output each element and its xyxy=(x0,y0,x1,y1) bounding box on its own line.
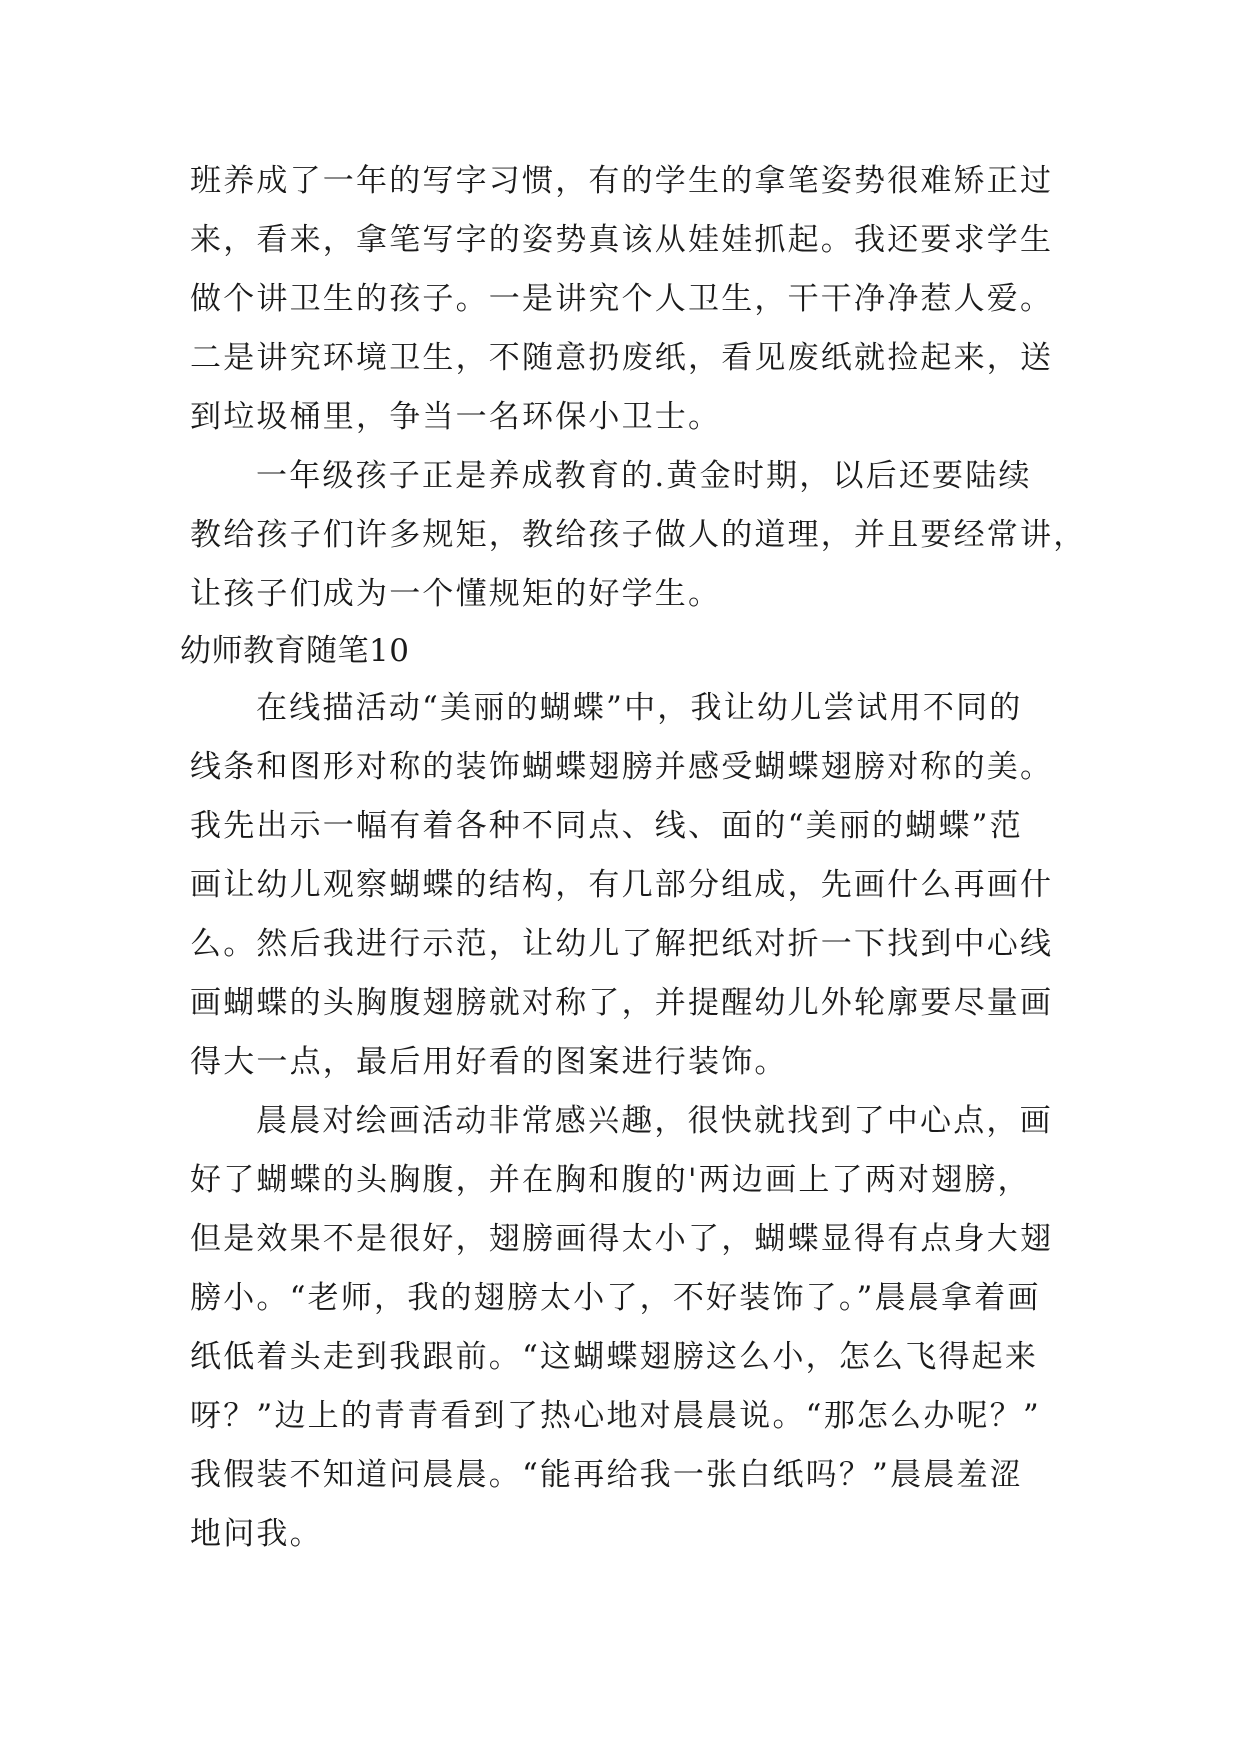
text-line: 呀？”边上的青青看到了热心地对晨晨说。“那怎么办呢？” xyxy=(190,1398,1041,1434)
text-line: 二是讲究环境卫生，不随意扔废纸，看见废纸就捡起来，送 xyxy=(190,340,1054,376)
text-line: 让孩子们成为一个懂规矩的好学生。 xyxy=(190,576,722,612)
essay-text xyxy=(180,152,1087,1564)
text-line: 晨晨对绘画活动非常感兴趣，很快就找到了中心点，画 xyxy=(256,1103,1053,1139)
paragraph-golden-period xyxy=(190,447,1087,624)
paragraph-writing-habits xyxy=(190,152,1070,447)
paragraph-butterfly-activity xyxy=(190,679,1070,1092)
text-line: 来，看来，拿笔写字的姿势真该从娃娃抓起。我还要求学生 xyxy=(190,222,1054,258)
text-line: 线条和图形对称的装饰蝴蝶翅膀并感受蝴蝶翅膀对称的美。 xyxy=(190,749,1054,785)
text-line: 我假装不知道问晨晨。“能再给我一张白纸吗？”晨晨羞涩 xyxy=(190,1457,1023,1493)
text-line: 在线描活动“美丽的蝴蝶”中，我让幼儿尝试用不同的 xyxy=(256,690,1023,726)
text-line: 好了蝴蝶的头胸腹，并在胸和腹的'两边画上了两对翅膀， xyxy=(190,1162,1031,1198)
text-line: 做个讲卫生的孩子。一是讲究个人卫生，干干净净惹人爱。 xyxy=(190,281,1054,317)
text-line: 得大一点，最后用好看的图案进行装饰。 xyxy=(190,1044,788,1080)
text-line: 纸低着头走到我跟前。“这蝴蝶翅膀这么小，怎么飞得起来 xyxy=(190,1339,1039,1375)
text-line: 但是效果不是很好，翅膀画得太小了，蝴蝶显得有点身大翅 xyxy=(190,1221,1054,1257)
text-line: 画让幼儿观察蝴蝶的结构，有几部分组成，先画什么再画什 xyxy=(190,867,1054,903)
text-line: 膀小。“老师，我的翅膀太小了，不好装饰了。”晨晨拿着画 xyxy=(190,1280,1041,1316)
text-line: 到垃圾桶里，争当一名环保小卫士。 xyxy=(190,399,722,435)
text-line: 一年级孩子正是养成教育的.黄金时期，以后还要陆续 xyxy=(256,458,1032,494)
text-line: 我先出示一幅有着各种不同点、线、面的“美丽的蝴蝶”范 xyxy=(190,808,1023,844)
text-line: 班养成了一年的写字习惯，有的学生的拿笔姿势很难矫正过 xyxy=(190,163,1054,199)
text-line: 地问我。 xyxy=(190,1516,323,1552)
paragraph-chenchen-story xyxy=(190,1092,1070,1564)
section-heading: 幼师教育随笔10 xyxy=(180,633,410,669)
text-line: 教给孩子们许多规矩，教给孩子做人的道理，并且要经常讲， xyxy=(190,517,1087,553)
text-line: 么。然后我进行示范，让幼儿了解把纸对折一下找到中心线 xyxy=(190,926,1054,962)
text-line: 画蝴蝶的头胸腹翅膀就对称了，并提醒幼儿外轮廓要尽量画 xyxy=(190,985,1054,1021)
